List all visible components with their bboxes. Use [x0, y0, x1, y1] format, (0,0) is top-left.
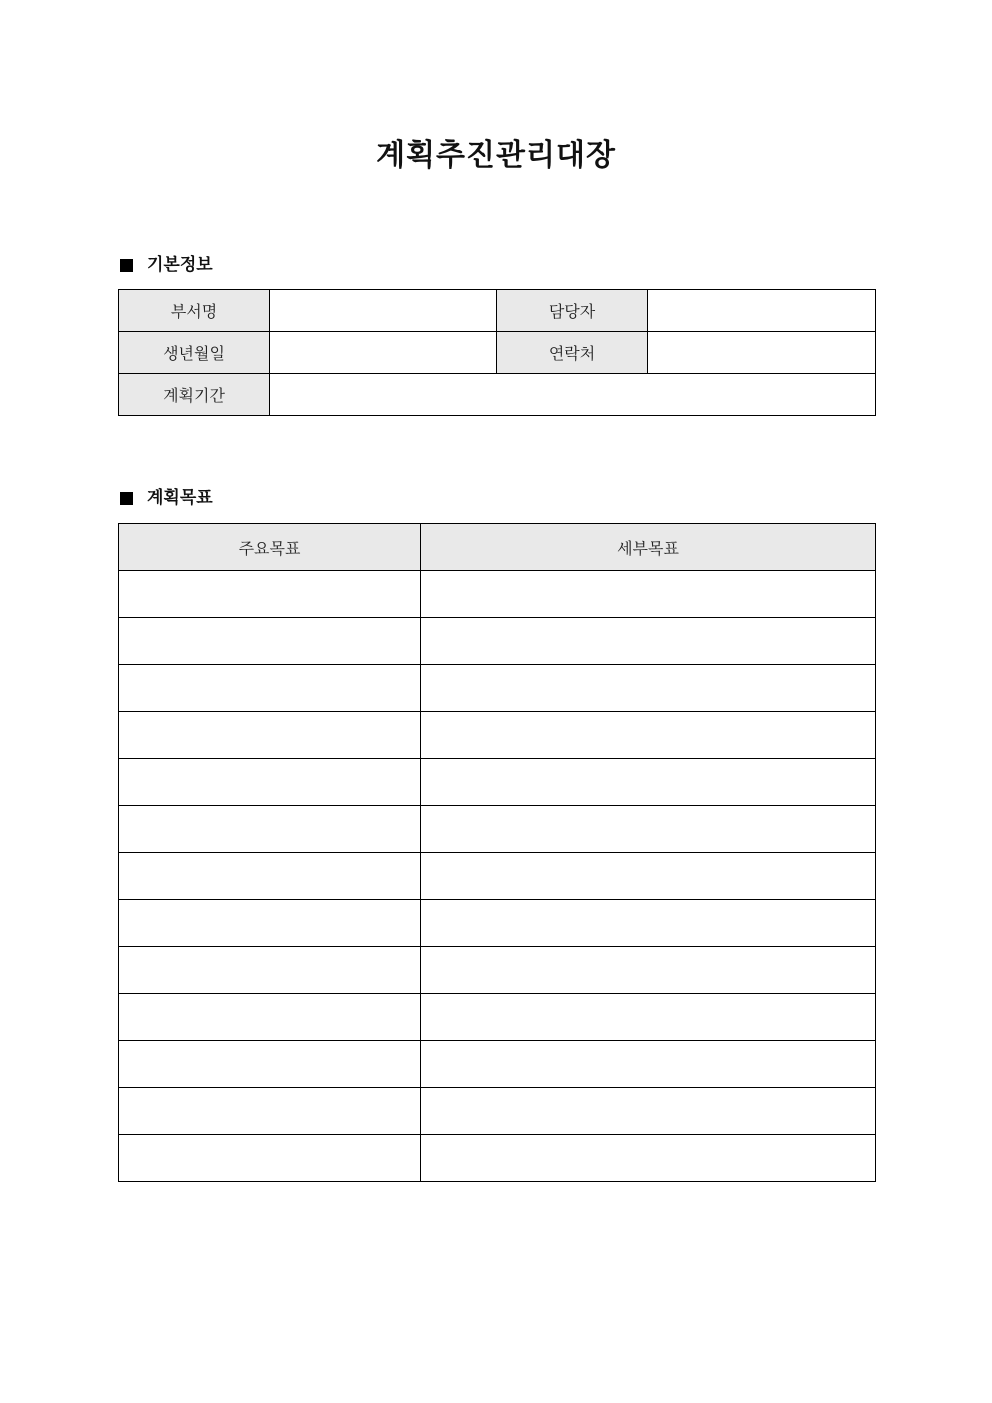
main-goal-cell[interactable]: [119, 1088, 421, 1135]
table-row: [119, 290, 876, 332]
main-goal-cell[interactable]: [119, 853, 421, 900]
detail-goal-cell[interactable]: [421, 1135, 876, 1182]
plan-goals-heading: [119, 486, 213, 510]
main-goal-cell[interactable]: [119, 1135, 421, 1182]
table-row: [119, 571, 876, 618]
table-row: [119, 947, 876, 994]
table-row: [119, 332, 876, 374]
detail-goal-cell[interactable]: [421, 806, 876, 853]
square-bullet-icon: [120, 492, 133, 505]
table-row: [119, 618, 876, 665]
manager-label: 담당자: [497, 290, 648, 332]
table-row: [119, 1135, 876, 1182]
department-field[interactable]: [270, 290, 497, 332]
detail-goal-cell[interactable]: [421, 1088, 876, 1135]
table-header-row: [119, 524, 876, 571]
detail-goal-cell[interactable]: [421, 571, 876, 618]
square-bullet-icon: [120, 259, 133, 272]
table-row: [119, 374, 876, 416]
detail-goal-cell[interactable]: [421, 853, 876, 900]
table-row: [119, 806, 876, 853]
detail-goal-cell[interactable]: [421, 618, 876, 665]
birthdate-label: 생년월일: [119, 332, 270, 374]
detail-goal-cell[interactable]: [421, 947, 876, 994]
main-goal-cell[interactable]: [119, 665, 421, 712]
plan-goals-heading-text: 계획목표: [147, 488, 213, 508]
department-label: 부서명: [119, 290, 270, 332]
main-goal-cell[interactable]: [119, 759, 421, 806]
birthdate-field[interactable]: [270, 332, 497, 374]
main-goal-header: 주요목표: [119, 524, 421, 571]
detail-goal-cell[interactable]: [421, 665, 876, 712]
detail-goal-header: 세부목표: [421, 524, 876, 571]
basic-info-table: [118, 289, 876, 416]
table-row: [119, 900, 876, 947]
table-row: [119, 994, 876, 1041]
page-title: 계획추진관리대장: [376, 138, 616, 173]
detail-goal-cell[interactable]: [421, 1041, 876, 1088]
main-goal-cell[interactable]: [119, 994, 421, 1041]
plan-goals-table: [118, 523, 876, 1182]
main-goal-cell[interactable]: [119, 1041, 421, 1088]
detail-goal-cell[interactable]: [421, 900, 876, 947]
contact-field[interactable]: [648, 332, 876, 374]
detail-goal-cell[interactable]: [421, 994, 876, 1041]
table-row: [119, 665, 876, 712]
main-goal-cell[interactable]: [119, 618, 421, 665]
main-goal-cell[interactable]: [119, 900, 421, 947]
period-field[interactable]: [270, 374, 876, 416]
contact-label: 연락처: [497, 332, 648, 374]
manager-field[interactable]: [648, 290, 876, 332]
main-goal-cell[interactable]: [119, 571, 421, 618]
table-row: [119, 853, 876, 900]
period-label: 계획기간: [119, 374, 270, 416]
detail-goal-cell[interactable]: [421, 712, 876, 759]
main-goal-cell[interactable]: [119, 806, 421, 853]
main-goal-cell[interactable]: [119, 712, 421, 759]
table-row: [119, 1088, 876, 1135]
basic-info-heading-text: 기본정보: [147, 255, 213, 275]
detail-goal-cell[interactable]: [421, 759, 876, 806]
table-row: [119, 759, 876, 806]
table-row: [119, 1041, 876, 1088]
table-row: [119, 712, 876, 759]
basic-info-heading: [119, 253, 213, 277]
main-goal-cell[interactable]: [119, 947, 421, 994]
